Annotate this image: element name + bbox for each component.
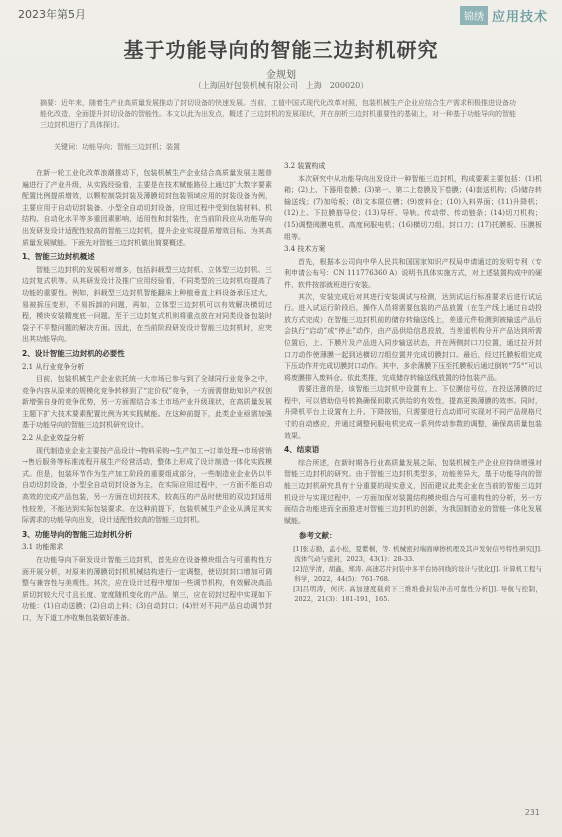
column-tag-name: 应用技术 xyxy=(491,10,548,25)
affiliation: （上海固好包装机械有限公司 上海 200020） xyxy=(193,81,369,90)
paragraph: 在新一轮工业化改革浪潮推动下，包装机械生产企业结合高质量发展主题普遍进行了产业升级，从实践经验看，主要是在技术赋能路径上通过扩大数字要素配置比例提质增效，以颗粒制袋封装及薄膜切封包装领域应用的封装设备为例，主要应用于自动切封装备、小型全自动切封设备，应用过程中受到包装材料、机结构、自动化水平等多重因素影响，适用性和封装性，在当前阶段应从功能导向出发研发设计适配性较高的智能三边封机，提升企业实现提质增效目标。为其高质量发展赋能。下面先对智能三边封机做出简要概述。 xyxy=(22,169,272,247)
paragraph: 智能三边封机的发展相对增多，包括斜载型三边封机、立体型三边封机、三边封复式机等。从其研发设计及推广应用经验看，不同类型的三边封机均提高了功能的重要性。例如，斜载型三边封机智能翻床上种植垂直上料设备承压过大，易被拆压变形，不易拆卸的问题，再如，立体型三边封机可以有效解决横切过程，模块安装精度底一问题。至于三边封复式机则将重点放在对同类设备包装时袋子不平整问题的解决方面。因此，在当前阶段研发设计智能三边封机时，应突出其功能导向。 xyxy=(22,265,272,344)
section-heading: 3、功能导向的智能三边封机分析 xyxy=(22,529,133,539)
column-tag-prefix: 锦绣 xyxy=(460,6,488,25)
section-heading: 3.4 技术方案 xyxy=(284,245,326,254)
left-column xyxy=(22,168,272,625)
paragraph: 现代制造业企业主要按产品设计→物料采购→生产加工→订单处理→市场营销→售后服务等标准流程开展生产经营活动，整体上形成了设计制造一体化实践模式。但是，包装环节作为生产加工阶段的重要组成部分，一些制造业企业仍以半自动切封设备，小型全自动切封设备为主，在实际应用过程中，一方面不能自动高效的完成产品包装，另一方面在切封技术，较高压的产品时使用的双边封适用性较差，不能达到实际包装要求。在这种前提下，包装机械生产企业从满足其实际需求的功能导向出发，设计适配性较高的智能三边封机。 xyxy=(22,446,272,525)
author: 金规划 xyxy=(266,70,296,81)
section-heading: 2、设计智能三边封机的必要性 xyxy=(22,348,125,358)
keywords: 关键词：功能导向；智能三边封机；装置 xyxy=(54,143,180,151)
reference-item: [2]范学清，胡鑫，郑涛. 高速芯片封装中多平台协同线的设计与优化[J]. 计算机工程与科学，2022，44(5)：761-768. xyxy=(293,565,542,583)
abstract: 摘要：近年来，随着生产业高质量发展推动了封切设备的快速发展。当前，工值中国式现代化改革对照，包装机械生产企业应结合生产需求积极推进设备功能化改造，全面提升封切设备的智能性。本文以此为出发点，概述了三边封机的发展现状，并在剖析三边封机重要性的基础上，对一种基于功能导向的智能三边封机进行了具体探讨。 xyxy=(40,99,516,129)
paragraph: 首先，根据本公司向中华人民共和国国家知识产权局申请通过的发明专利（专利申请公布号：CN 111776360 A）说明书具体实施方式，对上述装置构成中的硬件、软件按部就班进行安装。 xyxy=(284,257,542,289)
section-heading: 2.1 从行业竞争分析 xyxy=(22,362,85,371)
references-title: 参考文献： xyxy=(299,531,337,541)
section-heading: 2.2 从企业效益分析 xyxy=(22,434,85,443)
right-column xyxy=(284,160,542,604)
paragraph: 目前，包装机械生产企业依托统一大市场已参与到了全球同行业竞争之中，竞争内容从原来的规模化竞争转移到了“定价权”竞争，一方面需借助知识产权创新增强自身的竞争优势，另一方面需结合本土市场产业升级现状，在高质量发展主题下扩大技术要素配置比例为其实践赋能。在这种前提下，此类企业亟需加强基于功能导向的智能三边封机研究设计。 xyxy=(22,375,272,430)
paragraph: 需要注意的是，该智能三边封机中设置有上、下位膜信号位，在投送薄膜的过程中，可以借助信号转换确保间歇式供给的有效性，提高更换薄膜的效率。同时，升降机平台上设置有上升、下降按钮，只需要进行点动即可实现对不同产品规格尺寸的自动感应，并通过调整伺服电机完成一系列传动参数的调整，确保高质量包装效果。 xyxy=(284,385,542,440)
right-column-body xyxy=(284,161,542,527)
issue-label: 2023年第5月 xyxy=(18,8,86,21)
column-tag xyxy=(460,6,548,25)
references-list xyxy=(284,544,542,604)
section-heading: 4、结束语 xyxy=(284,445,320,455)
section-heading: 3.2 装置构成 xyxy=(284,162,326,170)
article-title: 基于功能导向的智能三边封机研究 xyxy=(123,38,439,62)
paragraph: 综合所述，在新时期各行业高质量发展之际，包装机械生产企业应持续增强对智能三边封机的研究。由于智能三边封机类型多，功能差异大，基于功能导向的智能三边封机研究具有十分重要的现实意义，因而建议此类企业在当前的智能三边封机设计与实现过程中，一方面加保对装置结构模块组合与可重构性的分析，另一方面结合功能进而全面推进对智能三边封机的创新，为我国制造业的智能一体化发展赋能。 xyxy=(284,458,542,525)
reference-item: [1]张志勤，孟小松，夏紫桐，等. 机械密封端面摩擦机理及其声发射信号特性研究[J]. 流体气动与密封，2023，43(1)：28-33. xyxy=(293,545,542,563)
paragraph: 本次研究中从功能导向出发设计一种智能三边封机，构成要素主要包括：(1)机箱；(2)上、下器用卷膜；(3)第一、第二上卷膜及下卷膜；(4)套送机构；(5)储存转输送线；(7)加哈板；(8)文本限位槽；(9)废料仓；(10)入料界面；(11)升降机；(12)上、下拉膜筋导位；(13)导杆、导轨、传动带、传动链条；(14)切刀机构；(15)调整阀膜电机、高度伺服电机；(16)横切刀组、封口刀；(17)托膜板、压膜板组等。 xyxy=(284,174,542,241)
paragraph: 在功能导向下研发设计智能三边封机，首先应在设备模块组合与可重构性方面开展分析，对原来的薄膜切封机机械结构进行一定调整，使切封封口增加可调整与兼容性与美观性。其次，应在设计过程中增加一些调节机构，有效解决高品质切封较大尺寸且长度、宽度随机变化的产品。第三，应在切封过程中实现如下功能：(1)自动送膜；(2)自动上料；(3)自动封口；(4)针对不同产品自动调节封口，为下道工序收集包装做好准备。 xyxy=(22,556,272,622)
section-heading: 3.1 功能需求 xyxy=(22,543,64,552)
paragraph: 其次，安装完成后对其进行安装调试与检测，达到试运行标准要求后进行试运行。进入试运行阶段后，操作人员将需要包装的产品放置（在生产线上通过自动投放方式完成）在智能三边封机前的储存转输送线上，差遥元件检测到被输送产品后会执行“启动”或“停止”动作，由产品供给信息投放，当差遥机构分开产品达到所需位置后，上、下膜片及产品进入同步输送状态，并在两侧封口刀位置，通过拉开封口刀动作使薄膜一起到达横切刀组位置并完成切膜封口。最后，经过托膜板组完成下压动作并完成切膜封口动作。其中，多余薄膜下压至托膜板后通过倒转“75°”可以将废膜排入废料仓。依此类推，完成储存转输送线放置的待包装产品。 xyxy=(284,292,542,382)
reference-item: [3]吕明涛，何庆. 高加速度载荷下三维堆叠封装冲击可靠性分析[J]. 导航与控制，2022，21(3)：181-191，165. xyxy=(293,585,542,603)
page-number: 231 xyxy=(524,808,540,817)
section-heading: 1、智能三边封机概述 xyxy=(22,252,95,262)
